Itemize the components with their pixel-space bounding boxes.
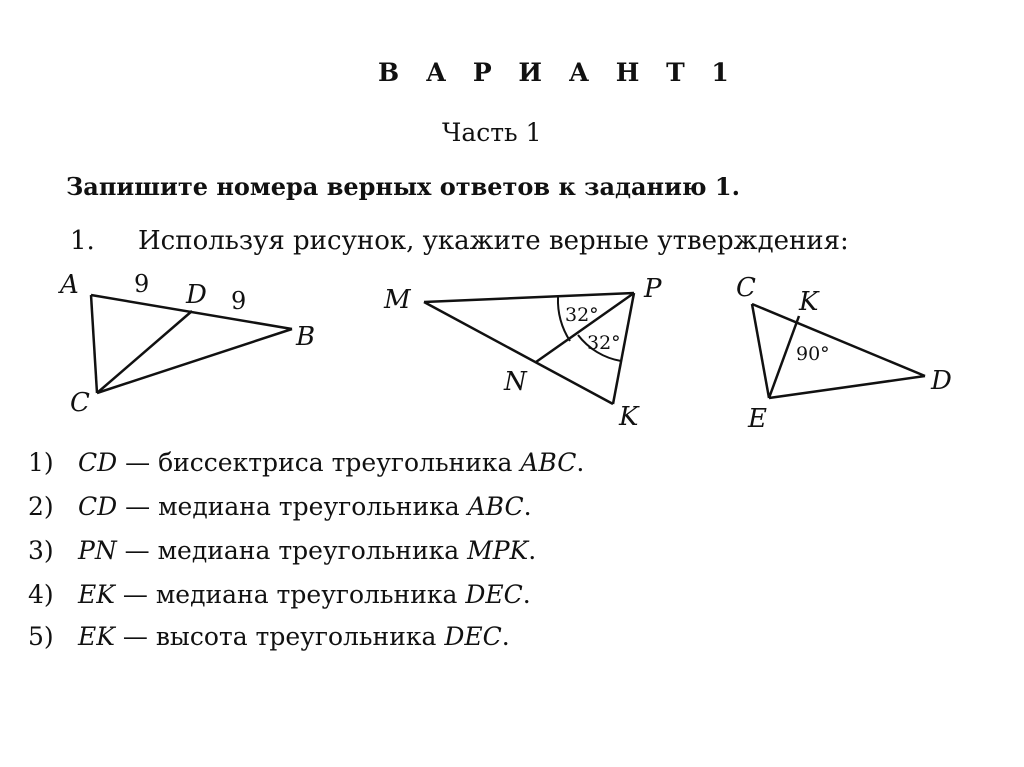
answer-option-1 <box>28 448 584 477</box>
label-p: P <box>644 274 662 304</box>
segment-ad-length: 9 <box>134 270 150 298</box>
label-m: M <box>384 285 411 315</box>
answer-text: медиана треугольника <box>155 580 458 609</box>
answer-dash: — <box>125 448 151 477</box>
side-bc <box>97 329 292 393</box>
label-k: K <box>619 402 639 432</box>
side-cd <box>752 304 925 376</box>
answer-segment: PN <box>78 536 117 565</box>
angle-label-2: 32° <box>587 332 621 354</box>
instruction-text: Запишите номера верных ответов к заданию 1. <box>66 172 740 201</box>
geometry-figures <box>0 262 1024 440</box>
angle-label-1: 32° <box>565 304 599 326</box>
label-d: D <box>186 280 207 310</box>
part-heading: Часть 1 <box>442 118 542 147</box>
label-c2: C <box>736 273 756 303</box>
answer-number: 1) <box>28 448 54 477</box>
answer-option-2 <box>28 492 532 521</box>
task-text: Используя рисунок, укажите верные утверждения: <box>138 226 849 256</box>
answer-triangle: DEC <box>444 622 502 651</box>
answer-triangle: ABC <box>467 492 524 521</box>
answer-dash: — <box>124 536 150 565</box>
segment-db-length: 9 <box>231 287 247 315</box>
segment-cd <box>97 311 192 393</box>
answer-text: медиана треугольника <box>157 536 460 565</box>
label-a: A <box>60 270 79 300</box>
answer-dash: — <box>122 580 148 609</box>
answer-text: медиана треугольника <box>158 492 460 521</box>
answer-triangle: DEC <box>465 580 523 609</box>
answer-segment: CD <box>78 492 118 521</box>
label-c: C <box>70 388 90 418</box>
answer-number: 3) <box>28 536 54 565</box>
side-ec <box>752 304 769 398</box>
answer-period: . <box>522 580 531 609</box>
answer-period: . <box>501 622 510 651</box>
answer-dash: — <box>122 622 148 651</box>
answer-triangle: MPK <box>467 536 529 565</box>
answer-period: . <box>528 536 537 565</box>
answer-dash: — <box>125 492 151 521</box>
side-de <box>769 376 925 398</box>
task-number: 1. <box>70 226 95 256</box>
answer-number: 5) <box>28 622 54 651</box>
answer-number: 4) <box>28 580 54 609</box>
answer-number: 2) <box>28 492 54 521</box>
angle-label-90: 90° <box>796 343 830 365</box>
answer-option-3 <box>28 536 536 565</box>
answer-text: биссектриса треугольника <box>158 448 513 477</box>
answer-triangle: ABC <box>520 448 577 477</box>
answer-segment: CD <box>78 448 118 477</box>
answer-segment: EK <box>78 622 115 651</box>
variant-heading: В А Р И А Н Т 1 <box>378 58 738 87</box>
segment-ek <box>769 316 799 398</box>
answer-period: . <box>576 448 585 477</box>
answer-option-4 <box>28 580 531 609</box>
label-e: E <box>748 404 767 434</box>
side-mp <box>424 293 634 302</box>
triangle-cde-figure <box>752 304 925 398</box>
label-d2: D <box>931 366 952 396</box>
answer-period: . <box>523 492 532 521</box>
side-ca <box>91 295 97 393</box>
label-b: B <box>296 322 316 352</box>
label-n: N <box>504 367 527 397</box>
answer-segment: EK <box>78 580 115 609</box>
label-k2: K <box>799 287 819 317</box>
answer-text: высота треугольника <box>155 622 437 651</box>
answer-option-5 <box>28 622 510 651</box>
